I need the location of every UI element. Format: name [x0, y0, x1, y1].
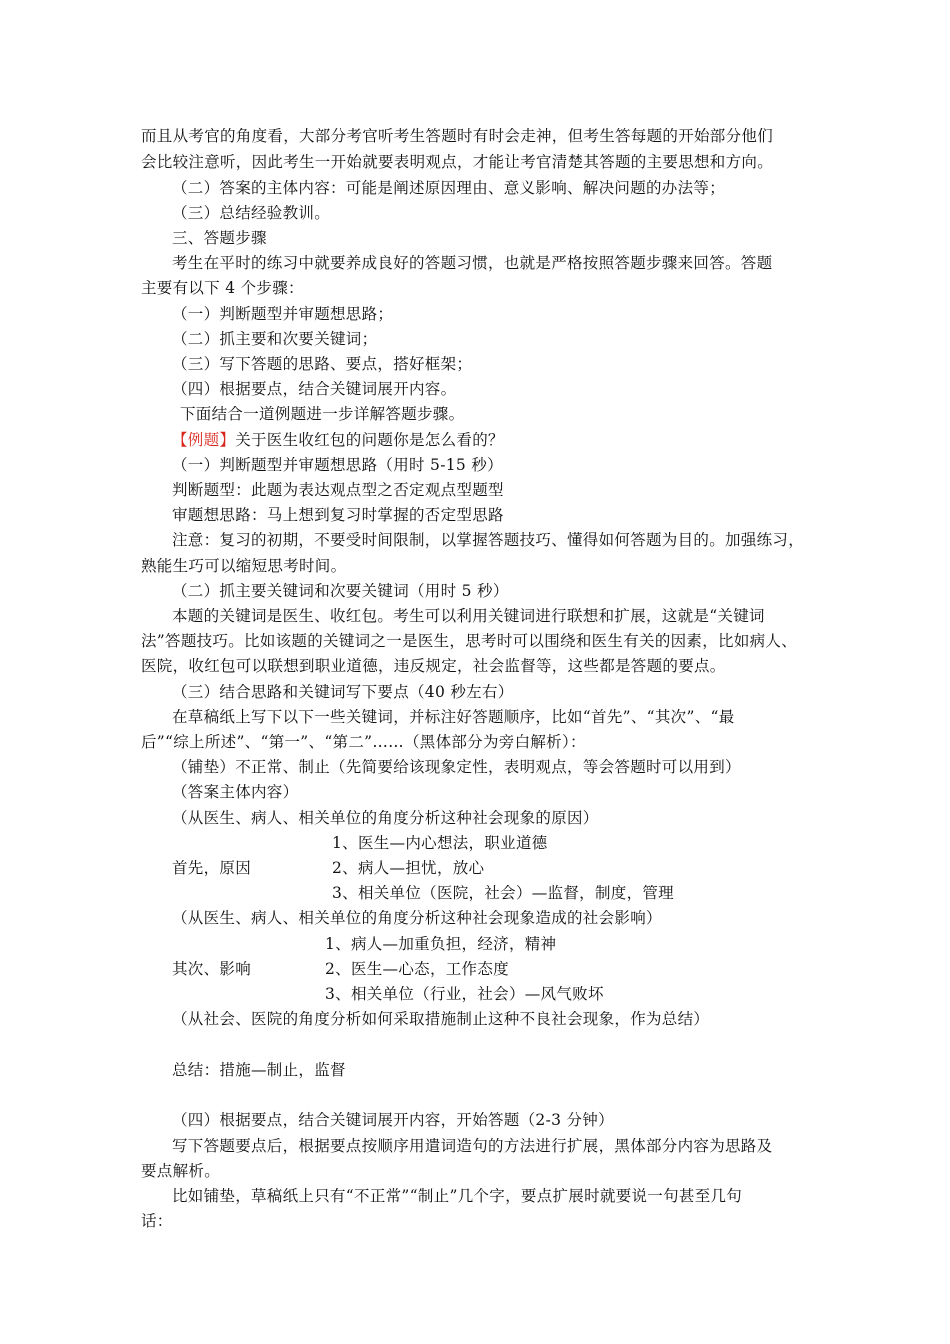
text-line: 本题的关键词是医生、收红包。考生可以利用关键词进行联想和扩展，这就是“关键词 [172, 607, 765, 625]
outline-label: 其次、影响 [172, 960, 252, 978]
text-line: （三）写下答题的思路、要点，搭好框架； [172, 355, 473, 373]
outline-item: 1、病人—加重负担，经济，精神 [325, 935, 557, 953]
text-line: 审题想思路：马上想到复习时掌握的否定型思路 [172, 506, 504, 524]
text-line: （答案主体内容） [172, 783, 299, 801]
text-line: 而且从考官的角度看，大部分考官听考生答题时有时会走神，但考生答每题的开始部分他们 [141, 127, 774, 145]
text-line: （二）答案的主体内容：可能是阐述原因理由、意义影响、解决问题的办法等； [172, 179, 726, 197]
text-line: 在草稿纸上写下以下一些关键词，并标注好答题顺序，比如“首先”、“其次”、“最 [172, 708, 735, 726]
example-line [172, 430, 504, 450]
text-line: 判断题型：此题为表达观点型之否定观点型题型 [172, 481, 504, 499]
text-line: （四）根据要点，结合关键词展开内容。 [172, 380, 457, 398]
example-question: 关于医生收红包的问题你是怎么看的？ [235, 431, 504, 449]
example-tag: 【例题】 [172, 431, 236, 449]
text-line: （从医生、病人、相关单位的角度分析这种社会现象的原因） [172, 809, 599, 827]
text-line: （从社会、医院的角度分析如何采取措施制止这种不良社会现象，作为总结） [172, 1010, 710, 1028]
outline-item: 3、相关单位（行业，社会）—风气败坏 [325, 985, 604, 1003]
text-line: 下面结合一道例题进一步详解答题步骤。 [180, 405, 465, 423]
outline-label: 首先，原因 [172, 859, 252, 877]
text-line: 注意：复习的初期，不要受时间限制，以掌握答题技巧、懂得如何答题为目的。加强练习， [172, 531, 805, 549]
text-line: （一）判断题型并审题想思路； [172, 305, 394, 323]
text-line: （二）抓主要和次要关键词； [172, 330, 378, 348]
text-line: 后”“综上所述”、“第一”、“第二”……（黑体部分为旁白解析）： [141, 733, 586, 751]
text-line: （从医生、病人、相关单位的角度分析这种社会现象造成的社会影响） [172, 909, 662, 927]
text-line: 熟能生巧可以缩短思考时间。 [141, 557, 347, 575]
outline-item: 2、病人—担忧，放心 [332, 859, 485, 877]
text-line: 考生在平时的练习中就要养成良好的答题习惯，也就是严格按照答题步骤来回答。答题 [172, 254, 773, 272]
text-line: 总结：措施—制止，监督 [172, 1061, 346, 1079]
outline-item: 2、医生—心态，工作态度 [325, 960, 509, 978]
outline-item: 1、医生—内心想法，职业道德 [332, 834, 548, 852]
text-line: 话： [141, 1212, 173, 1230]
text-line: 比如铺垫，草稿纸上只有“不正常”“制止”几个字，要点扩展时就要说一句甚至几句 [172, 1187, 743, 1205]
section-heading: 三、答题步骤 [172, 229, 267, 247]
text-line: 法”答题技巧。比如该题的关键词之一是医生，思考时可以围绕和医生有关的因素，比如病人、 [141, 632, 798, 650]
outline-item: 3、相关单位（医院，社会）—监督，制度，管理 [332, 884, 674, 902]
text-line: （铺垫）不正常、制止（先简要给该现象定性，表明观点，等会答题时可以用到） [172, 758, 741, 776]
text-line: 医院，收红包可以联想到职业道德，违反规定，社会监督等，这些都是答题的要点。 [141, 657, 726, 675]
text-line: 主要有以下 4 个步骤： [141, 279, 304, 297]
text-line: （四）根据要点，结合关键词展开内容，开始答题（2-3 分钟） [172, 1111, 614, 1129]
text-line: （三）结合思路和关键词写下要点（40 秒左右） [172, 683, 514, 701]
text-line: （一）判断题型并审题想思路（用时 5-15 秒） [172, 456, 503, 474]
text-line: 要点解析。 [141, 1162, 221, 1180]
text-line: （三）总结经验教训。 [172, 204, 331, 222]
text-line: 会比较注意听，因此考生一开始就要表明观点，才能让考官清楚其答题的主要思想和方向。 [141, 153, 774, 171]
text-line: （二）抓主要关键词和次要关键词（用时 5 秒） [172, 582, 509, 600]
text-line: 写下答题要点后，根据要点按顺序用遣词造句的方法进行扩展，黑体部分内容为思路及 [172, 1137, 773, 1155]
